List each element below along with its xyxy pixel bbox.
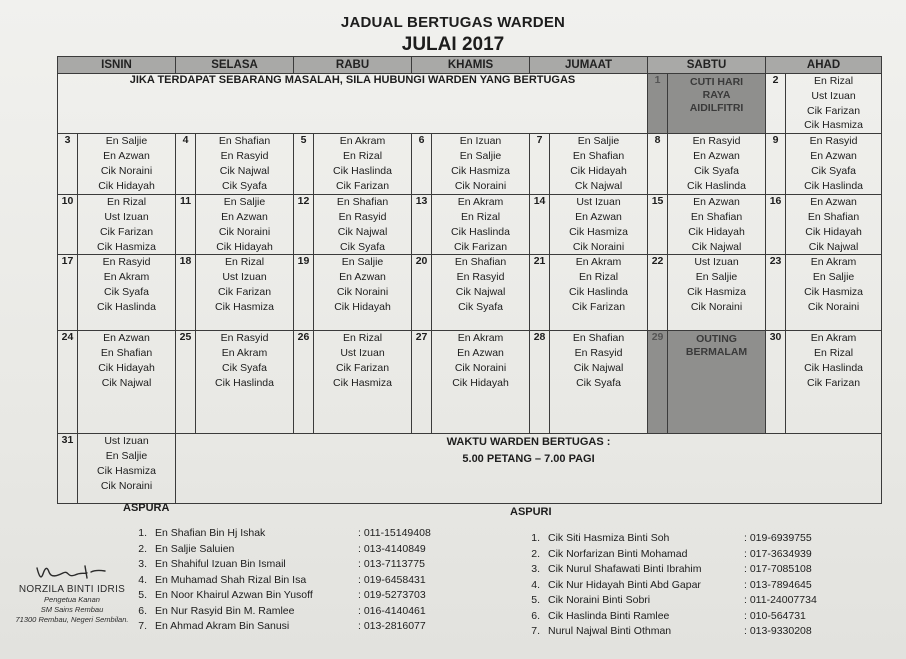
duty-name-line: Ust Izuan: [104, 210, 149, 223]
contact-name: En Noor Khairul Azwan Bin Yusoff: [155, 589, 313, 601]
contact-number: 5.: [531, 594, 540, 606]
day-duty-names: [786, 255, 882, 331]
duty-name-line: En Azwan: [810, 149, 857, 162]
duty-hours-box: [176, 434, 882, 504]
duty-name-line: En Saljie: [812, 271, 855, 284]
contact-phone: : 017-7085108: [744, 563, 812, 575]
duty-name-line: En Rizal: [342, 149, 383, 162]
duty-name-line: En Shafian: [690, 210, 743, 223]
day-number: 7: [530, 134, 550, 195]
day-number: 5: [294, 134, 314, 195]
contact-number: 7.: [138, 620, 147, 632]
school-stamp-line: 71300 Rembau, Negeri Sembilan.: [15, 615, 129, 624]
contact-row: [526, 531, 896, 547]
duty-name-line: Cik Farizan: [806, 104, 861, 117]
contact-number: 1.: [138, 527, 147, 539]
duty-name-line: En Saljie: [695, 271, 738, 284]
day-number: 2: [766, 74, 786, 134]
duty-name-line: Cik Haslinda: [569, 285, 628, 298]
duty-name-line: En Saljie: [105, 450, 148, 463]
contact-number: 5.: [138, 589, 147, 601]
weekday-header: ISNIN: [58, 57, 176, 74]
duty-name-line: Cik Hidayah: [216, 240, 273, 253]
duty-name-line: Cik Syafa: [694, 164, 739, 177]
duty-name-line: CUTI HARI: [689, 76, 744, 88]
day-duty-names: [78, 134, 176, 195]
day-duty-names: [432, 331, 530, 434]
calendar-week-row: [58, 195, 882, 255]
contact-row: [133, 604, 463, 620]
day-number: 20: [412, 255, 432, 331]
duty-name-line: En Shafian: [336, 196, 389, 209]
duty-name-line: En Rasyid: [692, 135, 741, 148]
school-stamp-line: SM Sains Rembau: [40, 605, 104, 614]
contact-number: 7.: [531, 625, 540, 637]
day-number: 4: [176, 134, 196, 195]
duty-name-line: En Rizal: [813, 347, 854, 360]
contact-name: Cik Noraini Binti Sobri: [548, 594, 651, 606]
day-duty-names: [78, 434, 176, 504]
duty-name-line: Cik Haslinda: [215, 376, 274, 389]
day-duty-names: [668, 195, 766, 255]
day-number: 11: [176, 195, 196, 255]
day-duty-names: [786, 195, 882, 255]
duty-name-line: Cik Haslinda: [687, 179, 746, 192]
contact-phone: : 011-15149408: [358, 527, 431, 539]
contact-row: [133, 526, 463, 542]
contact-name: Cik Norfarizan Binti Mohamad: [548, 547, 688, 560]
duty-name-line: Cik Hasmiza: [215, 300, 274, 313]
day-number: 29: [648, 331, 668, 434]
contact-row: [133, 573, 463, 589]
calendar-week-row: [58, 255, 882, 331]
day-number: 22: [648, 255, 668, 331]
calendar-week-row: [58, 434, 882, 504]
contact-phone: : 013-9330208: [744, 625, 812, 637]
contact-name: En Shahiful Izuan Bin Ismail: [155, 558, 286, 570]
duty-name-line: En Akram: [457, 332, 504, 345]
duty-name-line: En Saljie: [223, 196, 266, 209]
duty-name-line: OUTING: [696, 333, 737, 346]
weekday-header: SABTU: [648, 57, 766, 74]
day-number: 27: [412, 331, 432, 434]
duty-name-line: En Azwan: [575, 210, 622, 223]
day-number: 30: [766, 331, 786, 434]
duty-name-line: Cik Syafa: [811, 164, 856, 177]
duty-name-line: En Rasyid: [456, 271, 505, 284]
contact-number: 6.: [138, 604, 147, 617]
duty-name-line: Cik Farizan: [99, 225, 154, 238]
day-duty-names: [432, 134, 530, 195]
day-number: 17: [58, 255, 78, 331]
day-duty-names: [786, 74, 882, 134]
contact-phone: : 013-7113775: [358, 558, 425, 570]
duty-name-line: En Saljie: [459, 149, 502, 162]
duty-name-line: Cik Najwal: [808, 240, 859, 253]
duty-name-line: Cik Hidayah: [452, 376, 509, 389]
duty-name-line: En Azwan: [693, 196, 740, 209]
duty-name-line: Ust Izuan: [104, 435, 149, 448]
duty-name-line: En Azwan: [339, 271, 386, 284]
contact-phone: : 016-4140461: [358, 604, 426, 617]
duty-name-line: Cik Hidayah: [98, 361, 155, 374]
contact-row: [526, 624, 896, 640]
day-number: 26: [294, 331, 314, 434]
day-number: 21: [530, 255, 550, 331]
contact-number: 3.: [138, 558, 147, 570]
duty-name-line: Cik Noraini: [100, 479, 153, 492]
day-number: 15: [648, 195, 668, 255]
calendar-week-row: [58, 134, 882, 195]
weekday-header: JUMAAT: [530, 57, 648, 74]
duty-name-line: En Rasyid: [338, 210, 387, 223]
contact-row: [133, 588, 463, 604]
duty-name-line: Cik Hidayah: [334, 300, 391, 313]
duty-name-line: En Shafian: [218, 135, 271, 148]
weekday-header: SELASA: [176, 57, 294, 74]
calendar-table: [57, 56, 882, 504]
handwritten-signature: [27, 560, 117, 586]
contact-number: 3.: [531, 563, 540, 575]
day-duty-names: [668, 74, 766, 134]
duty-name-line: Cik Noraini: [690, 300, 743, 313]
day-number: 1: [648, 74, 668, 134]
duty-name-line: En Shafian: [100, 347, 153, 360]
duty-name-line: En Azwan: [810, 196, 857, 209]
contact-row: [526, 578, 896, 594]
duty-name-line: BERMALAM: [685, 346, 748, 359]
day-duty-names: [550, 255, 648, 331]
duty-name-line: Cik Syafa: [222, 179, 267, 192]
duty-name-line: En Rizal: [813, 75, 854, 87]
duty-name-line: RAYA: [702, 89, 731, 101]
day-duty-names: [314, 331, 412, 434]
duty-name-line: En Shafian: [454, 256, 507, 269]
day-number: 3: [58, 134, 78, 195]
duty-name-line: En Rasyid: [102, 256, 151, 269]
day-duty-names: [432, 195, 530, 255]
duty-name-line: Cik Farizan: [217, 285, 272, 298]
duty-name-line: En Saljie: [341, 256, 384, 269]
contact-row: [133, 542, 463, 558]
weekday-header: RABU: [294, 57, 412, 74]
contact-number: 4.: [138, 573, 147, 586]
aspuri-heading: ASPURI: [510, 506, 552, 518]
duty-name-line: Cik Hidayah: [570, 164, 627, 177]
contact-phone: : 011-24007734: [744, 594, 817, 606]
day-number: 8: [648, 134, 668, 195]
duty-name-line: En Akram: [810, 256, 857, 269]
duty-name-line: En Akram: [339, 135, 386, 148]
duty-name-line: Ust Izuan: [576, 196, 621, 209]
duty-name-line: Cik Hasmiza: [97, 464, 156, 477]
duty-name-line: Cik Hasmiza: [804, 285, 863, 298]
duty-name-line: Cik Syafa: [458, 300, 503, 313]
duty-name-line: En Akram: [103, 271, 150, 284]
day-duty-names: [668, 331, 766, 434]
duty-name-line: Cik Noraini: [454, 361, 507, 374]
duty-name-line: Cik Hidayah: [98, 179, 155, 192]
contact-name: Cik Nurul Shafawati Binti Ibrahim: [548, 563, 702, 575]
duty-name-line: En Azwan: [103, 149, 150, 162]
contact-name: En Nur Rasyid Bin M. Ramlee: [155, 604, 295, 617]
duty-name-line: Cik Najwal: [455, 285, 506, 298]
duty-hours-label: WAKTU WARDEN BERTUGAS :: [446, 436, 611, 449]
contact-number: 6.: [531, 609, 540, 622]
day-number: 12: [294, 195, 314, 255]
day-duty-names: [432, 255, 530, 331]
aspuri-contact-list: [526, 531, 896, 640]
day-duty-names: [196, 331, 294, 434]
contact-phone: : 019-5273703: [358, 589, 426, 601]
document-subtitle: JULAI 2017: [401, 34, 505, 55]
day-number: 28: [530, 331, 550, 434]
duty-name-line: Ust Izuan: [811, 89, 856, 102]
day-duty-names: [550, 331, 648, 434]
signatory-name: NORZILA BINTI IDRIS: [18, 584, 126, 595]
day-duty-names: [668, 134, 766, 195]
day-duty-names: [314, 255, 412, 331]
day-duty-names: [196, 195, 294, 255]
contact-phone: : 017-3634939: [744, 547, 812, 560]
duty-name-line: Ust Izuan: [340, 347, 385, 360]
contact-number: 1.: [531, 532, 540, 544]
day-duty-names: [314, 195, 412, 255]
day-number: 14: [530, 195, 550, 255]
day-number: 24: [58, 331, 78, 434]
day-duty-names: [78, 331, 176, 434]
duty-name-line: Cik Najwal: [573, 361, 624, 374]
school-stamp-line: Pengetua Kanan: [44, 595, 100, 604]
contact-notice: JIKA TERDAPAT SEBARANG MASALAH, SILA HUBUNGI WARDEN YANG BERTUGAS: [58, 74, 648, 134]
day-duty-names: [668, 255, 766, 331]
contact-name: En Ahmad Akram Bin Sanusi: [155, 620, 290, 632]
weekday-header-row: [58, 57, 882, 74]
duty-name-line: Cik Hasmiza: [804, 119, 863, 132]
contact-phone: : 019-6458431: [358, 573, 426, 586]
contact-phone: : 013-7894645: [744, 578, 812, 591]
duty-name-line: En Rizal: [578, 271, 619, 284]
duty-name-line: Cik Syafa: [576, 376, 621, 389]
duty-name-line: En Rasyid: [220, 149, 269, 162]
duty-name-line: Cik Haslinda: [804, 361, 864, 374]
contact-name: En Muhamad Shah Rizal Bin Isa: [155, 573, 307, 586]
day-duty-names: [786, 331, 882, 434]
duty-name-line: Cik Hasmiza: [687, 285, 746, 298]
contact-number: 2.: [138, 542, 147, 555]
contact-row: [526, 609, 896, 625]
duty-name-line: Cik Noraini: [100, 164, 153, 177]
duty-name-line: Cik Syafa: [340, 240, 385, 253]
contact-name: En Shafian Bin Hj Ishak: [155, 527, 266, 539]
duty-name-line: Cik Noraini: [807, 300, 860, 313]
duty-name-line: Cik Najwal: [337, 225, 388, 238]
day-duty-names: [314, 134, 412, 195]
contact-name: Nurul Najwal Binti Othman: [548, 625, 672, 637]
duty-name-line: Cik Haslinda: [97, 300, 156, 313]
duty-name-line: Cik Noraini: [218, 225, 271, 238]
duty-name-line: En Rizal: [224, 256, 265, 269]
contact-phone: : 010-564731: [744, 609, 806, 622]
duty-name-line: Cik Farizan: [335, 361, 390, 374]
duty-name-line: Cik Haslinda: [451, 225, 510, 238]
duty-name-line: Cik Najwal: [219, 164, 270, 177]
duty-hours-time: 5.00 PETANG – 7.00 PAGI: [462, 453, 595, 466]
duty-name-line: En Azwan: [693, 149, 740, 162]
contact-row: [526, 562, 896, 578]
duty-name-line: En Rasyid: [220, 332, 269, 345]
duty-name-line: Cik Hasmiza: [451, 164, 510, 177]
contact-name: En Saljie Saluien: [155, 542, 235, 555]
day-number: 31: [58, 434, 78, 504]
duty-name-line: En Akram: [810, 332, 857, 345]
day-duty-names: [550, 134, 648, 195]
duty-name-line: En Rasyid: [809, 135, 858, 148]
day-duty-names: [196, 134, 294, 195]
duty-name-line: Cik Farizan: [335, 179, 390, 192]
day-duty-names: [550, 195, 648, 255]
day-number: 16: [766, 195, 786, 255]
duty-name-line: En Azwan: [103, 332, 150, 345]
duty-name-line: Cik Hasmiza: [569, 225, 628, 238]
duty-name-line: Cik Hasmiza: [333, 376, 392, 389]
duty-name-line: En Shafian: [572, 332, 625, 345]
duty-name-line: En Izuan: [459, 135, 502, 148]
duty-name-line: Cik Noraini: [336, 285, 389, 298]
duty-name-line: En Rasyid: [574, 347, 623, 360]
contact-name: Cik Siti Hasmiza Binti Soh: [548, 532, 670, 544]
duty-name-line: Cik Haslinda: [804, 179, 864, 192]
contact-name: Cik Haslinda Binti Ramlee: [548, 609, 670, 622]
duty-name-line: Cik Noraini: [572, 240, 625, 253]
day-number: 13: [412, 195, 432, 255]
weekday-header: KHAMIS: [412, 57, 530, 74]
duty-name-line: En Azwan: [221, 210, 268, 223]
duty-name-line: En Rizal: [106, 196, 147, 209]
day-duty-names: [786, 134, 882, 195]
day-duty-names: [196, 255, 294, 331]
day-duty-names: [78, 255, 176, 331]
day-number: 19: [294, 255, 314, 331]
contact-number: 4.: [531, 578, 540, 591]
contact-row: [133, 619, 463, 635]
duty-name-line: Ust Izuan: [694, 256, 739, 269]
calendar-week-row: [58, 74, 882, 134]
contact-row: [526, 547, 896, 563]
day-duty-names: [78, 195, 176, 255]
duty-name-line: Cik Najwal: [101, 376, 152, 389]
day-number: 23: [766, 255, 786, 331]
duty-name-line: Cik Haslinda: [333, 164, 392, 177]
weekday-header: AHAD: [766, 57, 882, 74]
calendar-week-row: [58, 331, 882, 434]
signature-block: [2, 560, 142, 625]
contact-row: [133, 557, 463, 573]
duty-name-line: En Akram: [221, 347, 268, 360]
aspura-heading: ASPURA: [123, 502, 170, 514]
duty-name-line: Cik Hidayah: [688, 225, 745, 238]
duty-name-line: AIDILFITRI: [689, 102, 744, 114]
duty-name-line: En Akram: [457, 196, 504, 209]
day-number: 9: [766, 134, 786, 195]
duty-name-line: Cik Hasmiza: [97, 240, 156, 253]
duty-name-line: Cik Noraini: [454, 179, 507, 192]
duty-name-line: Cik Hidayah: [805, 225, 862, 238]
duty-name-line: En Saljie: [105, 135, 148, 148]
duty-name-line: Cik Syafa: [222, 361, 267, 374]
contact-number: 2.: [531, 547, 540, 560]
day-number: 18: [176, 255, 196, 331]
duty-name-line: Cik Farizan: [571, 300, 626, 313]
day-number: 6: [412, 134, 432, 195]
duty-name-line: En Rizal: [460, 210, 501, 223]
day-number: 10: [58, 195, 78, 255]
duty-name-line: Cik Farizan: [453, 240, 508, 253]
duty-name-line: En Shafian: [807, 210, 860, 223]
duty-name-line: En Saljie: [577, 135, 620, 148]
duty-name-line: En Akram: [575, 256, 622, 269]
aspura-contact-list: [133, 526, 463, 635]
document-title: JADUAL BERTUGAS WARDEN: [340, 14, 566, 31]
duty-name-line: En Azwan: [457, 347, 504, 360]
duty-name-line: Cik Najwal: [691, 240, 742, 253]
contact-phone: : 013-4140849: [358, 542, 426, 555]
contact-phone: : 013-2816077: [358, 620, 426, 632]
duty-name-line: Ust Izuan: [222, 271, 267, 284]
duty-name-line: Cik Farizan: [806, 376, 861, 389]
contact-phone: : 019-6939755: [744, 532, 812, 544]
contact-name: Cik Nur Hidayah Binti Abd Gapar: [548, 578, 701, 591]
duty-name-line: Cik Syafa: [104, 285, 149, 298]
duty-name-line: Ck Najwal: [574, 179, 623, 192]
duty-name-line: En Rizal: [342, 332, 383, 345]
contact-row: [526, 593, 896, 609]
duty-name-line: En Shafian: [572, 149, 625, 162]
day-number: 25: [176, 331, 196, 434]
